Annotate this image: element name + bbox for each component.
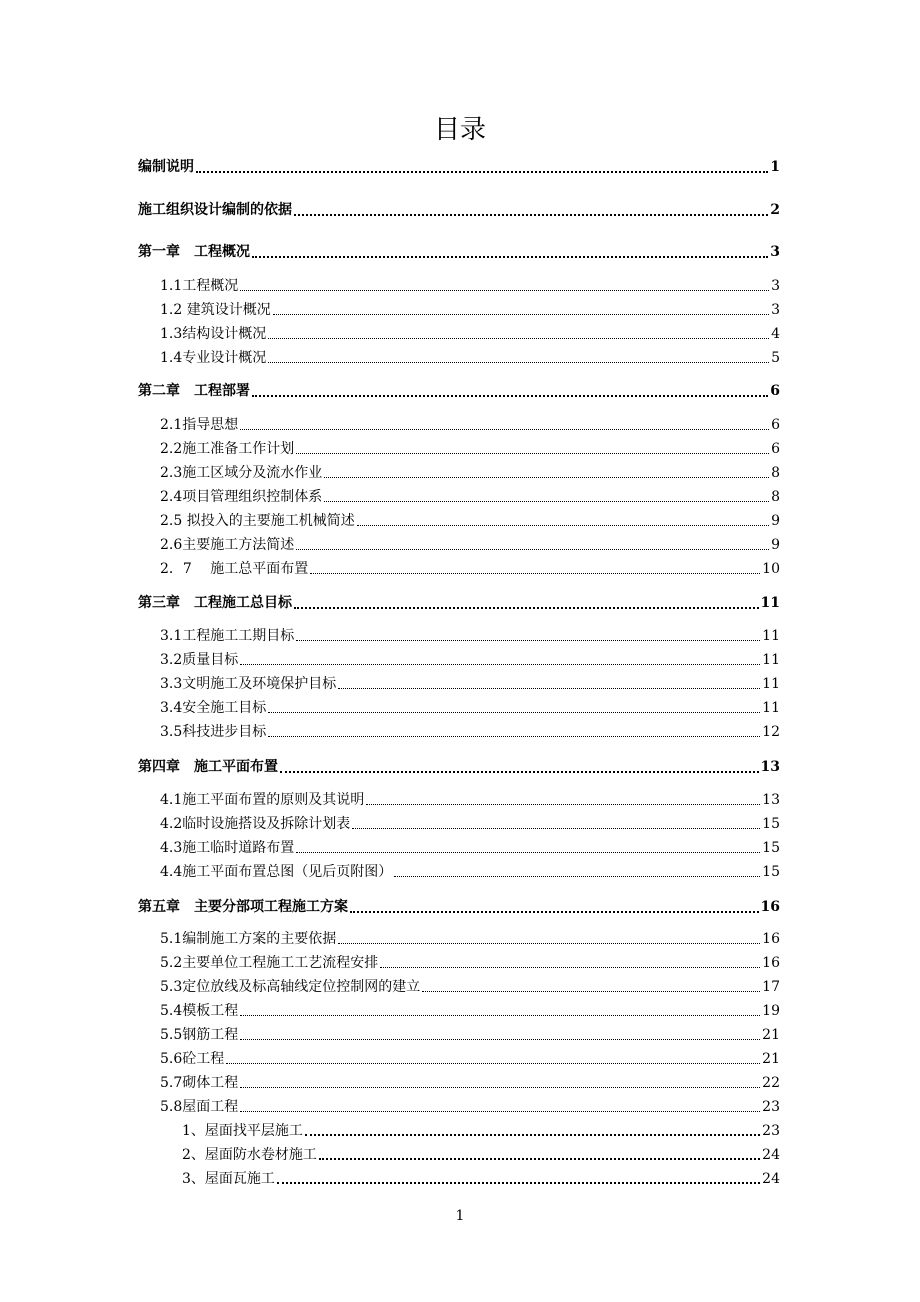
toc-entry-label: 2.1指导思想 [160,417,239,433]
toc-section-entry[interactable] [160,299,780,321]
toc-dot-leader [252,395,768,397]
toc-entry-label: 3.3文明施工及环境保护目标 [160,676,337,692]
toc-dot-leader [196,171,768,173]
toc-dot-leader [240,290,769,291]
toc-entry-page-number: 9 [771,537,780,553]
toc-entry-page-number: 6 [771,417,780,433]
toc-section-entry[interactable] [160,976,780,998]
toc-entry-page-number: 16 [762,955,780,971]
toc-dot-leader [277,1182,760,1184]
toc-entry-label: 5.3定位放线及标高轴线定位控制网的建立 [160,979,421,995]
toc-entry-label: 编制说明 [138,159,194,175]
toc-entry-page-number: 10 [762,561,780,577]
toc-section-entry[interactable] [160,721,780,743]
toc-dot-leader [294,214,768,216]
toc-entry-page-number: 11 [762,700,780,716]
toc-dot-leader [422,991,760,992]
toc-entry-page-number: 11 [762,676,780,692]
toc-entry-page-number: 5 [771,350,780,366]
toc-entry-page-number: 2 [770,202,780,218]
toc-dot-leader [240,429,769,430]
toc-dot-leader [252,256,768,258]
toc-entry-page-number: 4 [771,326,780,342]
toc-entry-page-number: 21 [762,1027,780,1043]
toc-subsection-entry[interactable] [182,1120,780,1142]
toc-chapter-entry[interactable] [138,592,780,614]
toc-dot-leader [296,549,769,550]
toc-entry-label: 3、屋面瓦施工 [182,1171,275,1187]
toc-dot-leader [357,525,769,526]
toc-section-entry[interactable] [160,347,780,369]
toc-section-entry[interactable] [160,275,780,297]
toc-entry-page-number: 16 [760,899,780,915]
toc-dot-leader [268,362,769,363]
toc-entry-label: 1.4专业设计概况 [160,350,267,366]
toc-dot-leader [240,1087,760,1088]
toc-entry-label: 3.1工程施工工期目标 [160,628,295,644]
toc-dot-leader [380,967,760,968]
toc-section-entry[interactable] [160,928,780,950]
toc-entry-page-number: 9 [771,513,780,529]
toc-entry-page-number: 22 [762,1075,780,1091]
toc-entry-label: 5.4模板工程 [160,1003,239,1019]
toc-section-entry[interactable] [160,438,780,460]
toc-entry-label: 施工组织设计编制的依据 [138,202,292,218]
toc-entry-label: 5.8屋面工程 [160,1099,239,1115]
toc-entry-label: 3.2质量目标 [160,652,239,668]
toc-entry-page-number: 3 [771,278,780,294]
toc-entry-page-number: 6 [771,441,780,457]
toc-dot-leader [310,573,760,574]
toc-entry-label: 2.5 拟投入的主要施工机械简述 [160,513,355,529]
page-number: 1 [455,1208,465,1224]
toc-entry-label: 第四章 施工平面布置 [138,759,278,775]
toc-entry-label: 2、屋面防水卷材施工 [182,1147,317,1163]
toc-entry-label: 2．7 施工总平面布置 [160,561,309,577]
toc-section-entry[interactable] [160,1096,780,1118]
toc-section-entry[interactable] [160,1000,780,1022]
toc-entry-label: 第二章 工程部署 [138,383,250,399]
toc-entry-label: 3.4安全施工目标 [160,700,267,716]
toc-section-entry[interactable] [160,837,780,859]
table-of-contents [138,0,780,1302]
toc-section-entry[interactable] [160,649,780,671]
toc-dot-leader [319,1158,760,1160]
toc-entry-label: 第一章 工程概况 [138,244,250,260]
toc-entry-label: 2.6主要施工方法简述 [160,537,295,553]
toc-dot-leader [226,1063,760,1064]
toc-entry-page-number: 24 [762,1171,780,1187]
page-title: 目录 [433,115,486,145]
toc-dot-leader [296,852,760,853]
toc-subsection-entry[interactable] [182,1168,780,1190]
toc-entry-label: 4.2临时设施搭设及拆除计划表 [160,816,351,832]
toc-dot-leader [268,712,760,713]
toc-dot-leader [280,771,759,773]
toc-subsection-entry[interactable] [182,1144,780,1166]
toc-entry-page-number: 8 [771,489,780,505]
toc-dot-leader [240,664,760,665]
toc-entry-page-number: 16 [762,931,780,947]
toc-dot-leader [240,1039,760,1040]
toc-entry-page-number: 11 [760,595,780,611]
toc-entry-page-number: 15 [762,864,780,880]
toc-entry-page-number: 11 [762,652,780,668]
toc-dot-leader [338,688,760,689]
toc-dot-leader [366,804,760,805]
toc-dot-leader [338,943,760,944]
toc-entry-page-number: 13 [762,792,780,808]
toc-section-entry[interactable] [160,486,780,508]
toc-dot-leader [296,640,760,641]
toc-entry-page-number: 17 [762,979,780,995]
toc-entry-label: 第三章 工程施工总目标 [138,595,292,611]
toc-section-entry[interactable] [160,462,780,484]
toc-dot-leader [324,477,769,478]
toc-entry-page-number: 3 [771,302,780,318]
toc-entry-page-number: 3 [770,244,780,260]
toc-section-entry[interactable] [160,1072,780,1094]
toc-entry-page-number: 21 [762,1051,780,1067]
toc-section-entry[interactable] [160,861,780,883]
toc-entry-label: 5.7砌体工程 [160,1075,239,1091]
toc-dot-leader [268,338,769,339]
toc-entry-label: 2.4项目管理组织控制体系 [160,489,323,505]
toc-chapter-entry[interactable] [138,156,780,178]
toc-chapter-entry[interactable] [138,756,780,778]
toc-section-entry[interactable] [160,414,780,436]
toc-dot-leader [296,453,769,454]
toc-entry-page-number: 23 [762,1123,780,1139]
toc-entry-label: 5.2主要单位工程施工工艺流程安排 [160,955,379,971]
toc-entry-label: 5.6砼工程 [160,1051,225,1067]
toc-entry-label: 3.5科技进步目标 [160,724,267,740]
toc-entry-page-number: 8 [771,465,780,481]
toc-entry-page-number: 24 [762,1147,780,1163]
toc-entry-page-number: 15 [762,840,780,856]
toc-section-entry[interactable] [160,323,780,345]
toc-dot-leader [305,1134,760,1136]
toc-entry-label: 1.2 建筑设计概况 [160,302,271,318]
toc-entry-page-number: 19 [762,1003,780,1019]
toc-section-entry[interactable] [160,534,780,556]
toc-chapter-entry[interactable] [138,896,780,918]
toc-dot-leader [294,607,759,609]
toc-dot-leader [268,736,760,737]
toc-chapter-entry[interactable] [138,380,780,402]
toc-section-entry[interactable] [160,813,780,835]
toc-entry-label: 4.1施工平面布置的原则及其说明 [160,792,365,808]
toc-entry-page-number: 1 [770,159,780,175]
toc-section-entry[interactable] [160,789,780,811]
toc-section-entry[interactable] [160,625,780,647]
toc-entry-label: 1.3结构设计概况 [160,326,267,342]
toc-dot-leader [394,876,760,877]
toc-section-entry[interactable] [160,673,780,695]
toc-section-entry[interactable] [160,558,780,580]
toc-entry-label: 2.2施工准备工作计划 [160,441,295,457]
toc-entry-label: 5.1编制施工方案的主要依据 [160,931,337,947]
toc-entry-label: 4.3施工临时道路布置 [160,840,295,856]
toc-entry-label: 1、屋面找平层施工 [182,1123,303,1139]
toc-entry-label: 第五章 主要分部项工程施工方案 [138,899,348,915]
toc-entry-label: 2.3施工区域分及流水作业 [160,465,323,481]
toc-section-entry[interactable] [160,697,780,719]
toc-dot-leader [350,911,759,913]
toc-entry-label: 1.1工程概况 [160,278,239,294]
toc-entry-label: 5.5钢筋工程 [160,1027,239,1043]
toc-dot-leader [240,1111,760,1112]
toc-dot-leader [352,828,760,829]
toc-section-entry[interactable] [160,1048,780,1070]
toc-entry-page-number: 11 [762,628,780,644]
toc-dot-leader [324,501,769,502]
toc-section-entry[interactable] [160,952,780,974]
toc-entry-page-number: 12 [762,724,780,740]
toc-entry-page-number: 23 [762,1099,780,1115]
toc-chapter-entry[interactable] [138,199,780,221]
toc-dot-leader [273,314,769,315]
toc-entry-page-number: 13 [760,759,780,775]
toc-entry-label: 4.4施工平面布置总图（见后页附图） [160,864,393,880]
toc-section-entry[interactable] [160,1024,780,1046]
toc-entry-page-number: 15 [762,816,780,832]
toc-chapter-entry[interactable] [138,241,780,263]
toc-section-entry[interactable] [160,510,780,532]
toc-entry-page-number: 6 [770,383,780,399]
toc-dot-leader [240,1015,760,1016]
